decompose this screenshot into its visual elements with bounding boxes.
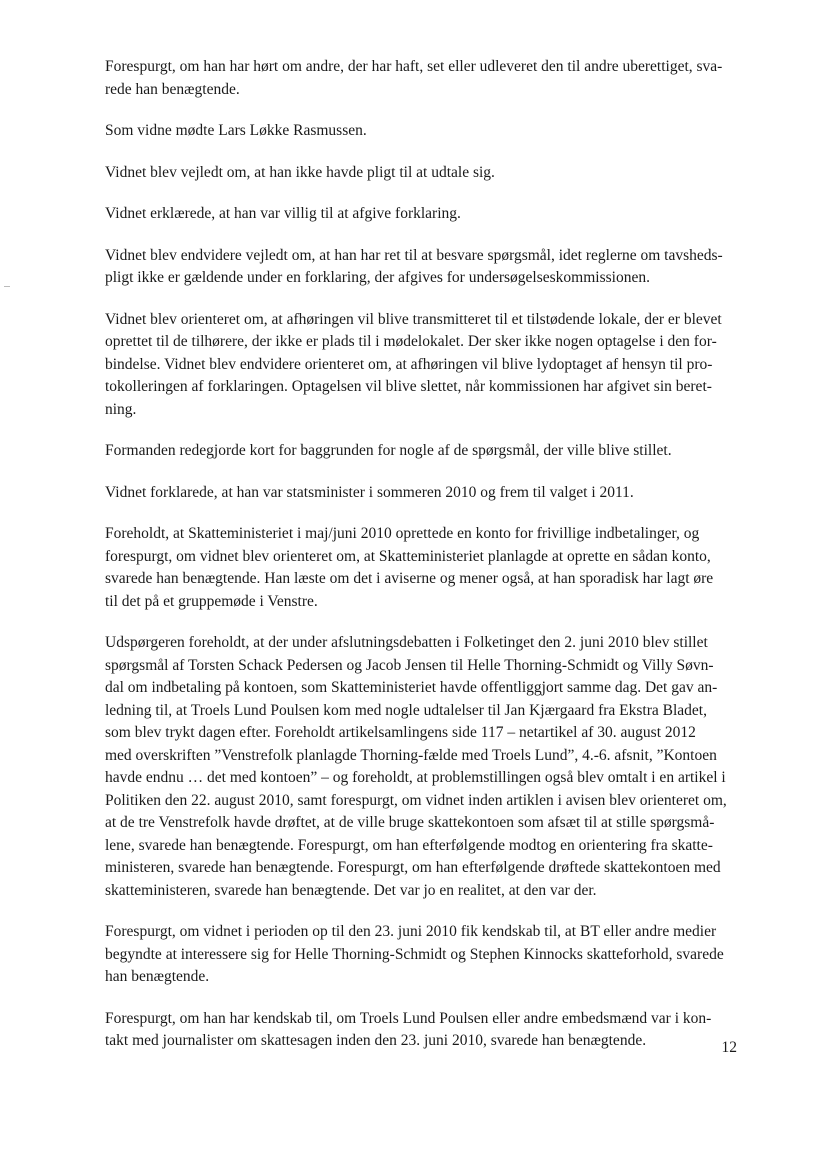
text-line: som blev trykt dagen efter. Foreholdt artikelsamlingens side 117 – netartikel af 30. august 2012 xyxy=(105,724,696,741)
text-line: han benægtende. xyxy=(105,968,210,985)
text-line: med overskriften ”Venstrefolk planlagde Thorning-fælde med Troels Lund”, 4.-6. afsnit, ”Kontoen xyxy=(105,746,717,764)
text-line: ning. xyxy=(105,400,137,418)
text-line: Som vidne mødte Lars Løkke Rasmussen. xyxy=(105,122,367,139)
text-line: ministeren, svarede han benægtende. Forespurgt, om han efterfølgende drøftede skattekontoen med xyxy=(105,859,721,876)
text-line: Vidnet blev orienteret om, at afhøringen vil blive transmitteret til et tilstødende lokale, der er blevet xyxy=(105,310,722,328)
text-line: takt med journalister om skattesagen inden den 23. juni 2010, svarede han benægtende. xyxy=(105,1032,647,1049)
margin-mark xyxy=(4,286,10,287)
text-line: Formanden redegjorde kort for baggrunden for nogle af de spørgsmål, der ville blive stillet. xyxy=(105,442,672,459)
paragraph xyxy=(105,1008,737,1053)
text-line: lene, svarede han benægtende. Forespurgt, om han efterfølgende modtog en orientering fra skatte- xyxy=(105,836,713,854)
text-line: Vidnet blev vejledt om, at han ikke havde pligt til at udtale sig. xyxy=(105,163,495,181)
text-line: Udspørgeren foreholdt, at der under afslutningsdebatten i Folketinget den 2. juni 2010 blev stillet xyxy=(105,634,708,651)
text-line: tokolleringen af forklaringen. Optagelsen vil blive slettet, når kommissionen har afgivet sin beret- xyxy=(105,378,712,395)
text-line: pligt ikke er gældende under en forklaring, der afgives for undersøgelseskommissionen. xyxy=(105,269,650,286)
text-line: begyndte at interessere sig for Helle Thorning-Schmidt og Stephen Kinnocks skatteforhold, svarede xyxy=(105,945,724,963)
text-line: Vidnet forklarede, at han var statsminister i sommeren 2010 og frem til valget i 2011. xyxy=(105,483,634,501)
text-line: rede han benægtende. xyxy=(105,80,240,98)
text-line: til det på et gruppemøde i Venstre. xyxy=(105,592,318,610)
text-line: ledning til, at Troels Lund Poulsen kom med nogle udtalelser til Jan Kjærgaard fra Ekstra Bladet, xyxy=(105,701,707,719)
text-line: Forespurgt, om han har hørt om andre, der har haft, set eller udleveret den til andre uberettiget, sva- xyxy=(105,58,723,75)
text-line: skatteministeren, svarede han benægtende. Det var jo en realitet, at den var der. xyxy=(105,881,597,899)
paragraph xyxy=(105,309,737,422)
paragraph xyxy=(105,162,737,185)
paragraph xyxy=(105,921,737,989)
text-line: bindelse. Vidnet blev endvidere orienteret om, at afhøringen vil blive lydoptaget af hensyn til pro- xyxy=(105,355,713,373)
text-line: oprettet til de tilhørere, der ikke er plads til i mødelokalet. Der sker ikke nogen optagelse i den for- xyxy=(105,333,717,350)
text-line: svarede han benægtende. Han læste om det i aviserne og mener også, at han sporadisk har lagt øre xyxy=(105,570,714,587)
text-line: havde endnu … det med kontoen” – og foreholdt, at problemstillingen også blev omtalt i en artikel i xyxy=(105,769,726,786)
paragraph xyxy=(105,523,737,613)
document-body xyxy=(105,56,737,1072)
text-line: dal om indbetaling på kontoen, som Skatteministeriet havde offentliggjort samme dag. Det gav an- xyxy=(105,679,718,696)
paragraph xyxy=(105,482,737,505)
text-line: at de tre Venstrefolk havde drøftet, at de ville bruge skattekontoen som afsæt til at stille spørgsmå- xyxy=(105,814,715,831)
paragraph xyxy=(105,632,737,902)
text-line: Forespurgt, om vidnet i perioden op til den 23. juni 2010 fik kendskab til, at BT eller andre medier xyxy=(105,923,717,940)
text-line: forespurgt, om vidnet blev orienteret om, at Skatteministeriet planlagde at oprette en sådan konto, xyxy=(105,547,711,565)
text-line: Vidnet blev endvidere vejledt om, at han har ret til at besvare spørgsmål, idet reglerne om tavsheds- xyxy=(105,246,723,264)
text-line: spørgsmål af Torsten Schack Pedersen og Jacob Jensen til Helle Thorning-Schmidt og Villy Søvn- xyxy=(105,656,714,674)
text-line: Foreholdt, at Skatteministeriet i maj/juni 2010 oprettede en konto for frivillige indbetalinger, og xyxy=(105,525,700,542)
paragraph xyxy=(105,440,737,463)
paragraph xyxy=(105,120,737,143)
text-line: Vidnet erklærede, at han var villig til at afgive forklaring. xyxy=(105,205,461,222)
paragraph xyxy=(105,245,737,290)
paragraph xyxy=(105,203,737,226)
text-line: Forespurgt, om han har kendskab til, om Troels Lund Poulsen eller andre embedsmænd var i kon- xyxy=(105,1009,712,1027)
page-number: 12 xyxy=(721,1039,737,1056)
text-line: Politiken den 22. august 2010, samt forespurgt, om vidnet inden artiklen i avisen blev orienteret om, xyxy=(105,791,727,809)
paragraph xyxy=(105,56,737,101)
